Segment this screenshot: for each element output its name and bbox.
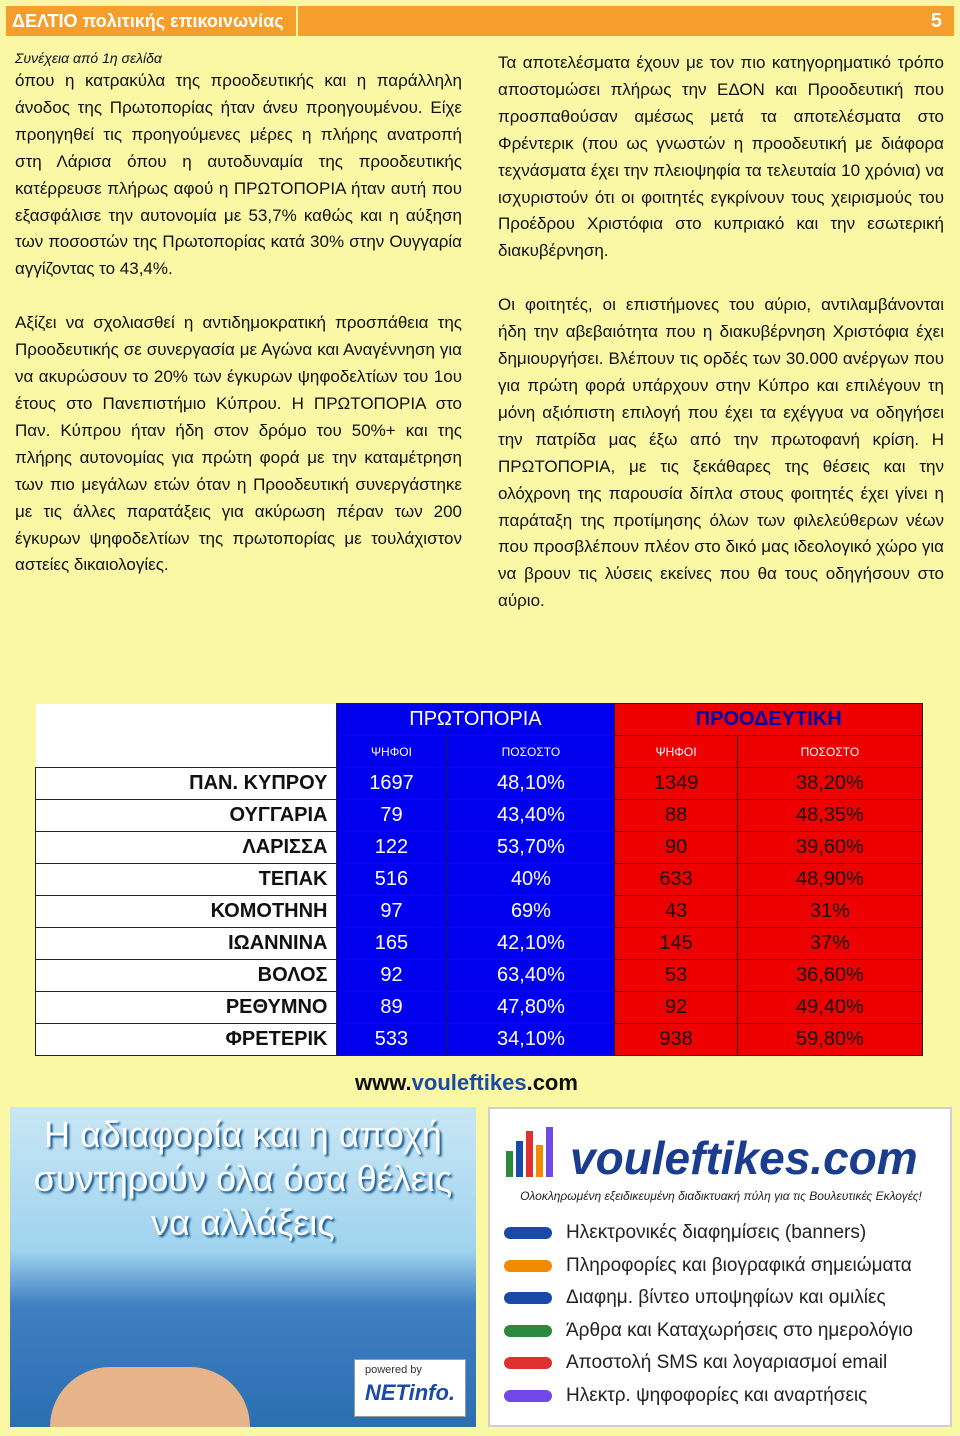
service-item <box>504 1380 913 1413</box>
location-cell: ΛΑΡΙΣΣΑ <box>36 832 337 864</box>
service-item <box>504 1217 913 1250</box>
corner-cell <box>36 704 337 736</box>
proodeftiki-percent: 59,80% <box>737 1024 922 1056</box>
col-header-percent: ΠΟΣΟΣΤΟ <box>447 736 615 768</box>
protoporia-percent: 40% <box>447 864 615 896</box>
proodeftiki-percent: 37% <box>737 928 922 960</box>
proodeftiki-percent: 48,90% <box>737 864 922 896</box>
proodeftiki-votes: 92 <box>615 992 737 1024</box>
protoporia-percent: 43,40% <box>447 800 615 832</box>
location-cell: ΚΟΜΟΤΗΝΗ <box>36 896 337 928</box>
website-url[interactable]: www.vouleftikes.com <box>355 1070 578 1095</box>
location-cell: ΙΩΑΝΝΙΝΑ <box>36 928 337 960</box>
table-row <box>36 832 923 864</box>
continued-note: Συνέχεια από 1η σελίδα <box>15 50 162 66</box>
service-item <box>504 1250 913 1283</box>
location-cell: ΤΕΠΑΚ <box>36 864 337 896</box>
location-cell: ΡΕΘΥΜΝΟ <box>36 992 337 1024</box>
paragraph: Οι φοιτητές, οι επιστήμονες του αύριο, αντιλαμβάνονται ήδη την αβεβαιότητα που η διακυβέρνηση Χριστόφια έχει δημιουργήσει. Βλέπουν τις ορδές των 30.000 ανέργων που για πρώτη φορά υπάρχουν στην Κύπρο και επιλέγουν τη μόνη αξιόπιστη επιλογή που έχει τα εχέγγυα να οδηγήσει την πατρίδα μας έξω από την πρωτοφανή κρίση. Η ΠΡΩΤΟΠΟΡΙΑ, με τις ξεκάθαρες της θέσεις και την ολόχρονη της παρουσία δίπλα στους φοιτητές έχει γίνει η παράταξη της προτίμησης όλων των φιλελεύθερων νέων που προσβλέπουν πλέον στο δικό μας ιδεολογικό χώρο για να βρουν τις λύσεις εκείνες που θα τους οδηγήσουν στο αύριο. <box>498 295 944 611</box>
location-cell: ΠΑΝ. ΚΥΠΡΟΥ <box>36 768 337 800</box>
protoporia-percent: 69% <box>447 896 615 928</box>
proodeftiki-percent: 36,60% <box>737 960 922 992</box>
col-header-votes: ΨΗΦΟΙ <box>336 736 447 768</box>
corner-cell <box>36 736 337 768</box>
proodeftiki-percent: 49,40% <box>737 992 922 1024</box>
header-bar <box>298 6 954 36</box>
service-item <box>504 1282 913 1315</box>
group-header-proodeftiki: ΠΡΟΟΔΕΥΤΙΚΗ <box>615 704 923 736</box>
proodeftiki-votes: 53 <box>615 960 737 992</box>
protoporia-votes: 122 <box>336 832 447 864</box>
proodeftiki-votes: 90 <box>615 832 737 864</box>
col-header-percent: ΠΟΣΟΣΤΟ <box>737 736 922 768</box>
service-label: Αποστολή SMS και λογαριασμοί email <box>566 1352 888 1373</box>
protoporia-percent: 63,40% <box>447 960 615 992</box>
page-number: 5 <box>930 10 942 32</box>
feet-image <box>50 1367 250 1427</box>
proodeftiki-percent: 31% <box>737 896 922 928</box>
table-row <box>36 896 923 928</box>
vouleftikes-logo: vouleftikes.com <box>570 1132 918 1184</box>
cable-icon <box>504 1227 552 1239</box>
proodeftiki-percent: 48,35% <box>737 800 922 832</box>
cable-icon <box>504 1390 552 1402</box>
protoporia-percent: 34,10% <box>447 1024 615 1056</box>
table-row <box>36 928 923 960</box>
abstention-ad-banner[interactable] <box>10 1107 476 1427</box>
protoporia-percent: 47,80% <box>447 992 615 1024</box>
table-row <box>36 1024 923 1056</box>
proodeftiki-votes: 145 <box>615 928 737 960</box>
cable-icon <box>504 1357 552 1369</box>
proodeftiki-percent: 38,20% <box>737 768 922 800</box>
proodeftiki-percent: 39,60% <box>737 832 922 864</box>
proodeftiki-votes: 43 <box>615 896 737 928</box>
service-item <box>504 1315 913 1348</box>
table-row <box>36 768 923 800</box>
service-label: Ηλεκτρονικές διαφημίσεις (banners) <box>566 1222 867 1243</box>
protoporia-votes: 1697 <box>336 768 447 800</box>
page-header <box>0 0 960 42</box>
paragraph: όπου η κατρακύλα της προοδευτικής και η παράλληλη άνοδος της Πρωτοπορίας ήταν άνευ προηγουμένου. Είχε προηγηθεί τις προηγούμενες μέρες η πλήρης ανατροπή στη Λάρισα όπου η αυτοδυναμία της προοδευτικής κατέρρευσε πλήρως αφού η ΠΡΩΤΟΠΟΡΙΑ ήταν αυτή που εξασφάλισε την αυτονομία με 53,7% καθώς και η αύξηση των ποσοστών της Πρωτοπορίας κατά 30% στην Ουγγαρία αγγίζοντας το 43,4%. <box>15 71 462 279</box>
powered-by-badge: powered by NETinfo. <box>354 1359 466 1417</box>
protoporia-percent: 42,10% <box>447 928 615 960</box>
services-list <box>504 1217 913 1412</box>
cable-icon <box>504 1292 552 1304</box>
protoporia-votes: 516 <box>336 864 447 896</box>
cable-icon <box>504 1260 552 1272</box>
service-label: Πληροφορίες και βιογραφικά σημειώματα <box>566 1254 912 1276</box>
protoporia-votes: 97 <box>336 896 447 928</box>
col-header-votes: ΨΗΦΟΙ <box>615 736 737 768</box>
service-item <box>504 1347 913 1380</box>
group-header-protoporia: ΠΡΩΤΟΠΟΡΙΑ <box>336 704 615 736</box>
proodeftiki-votes: 938 <box>615 1024 737 1056</box>
protoporia-votes: 79 <box>336 800 447 832</box>
ad-slogan: Η αδιαφορία και η αποχή συντηρούν όλα όσα θέλεις να αλλάξεις <box>33 1114 453 1243</box>
protoporia-votes: 165 <box>336 928 447 960</box>
protoporia-percent: 48,10% <box>447 768 615 800</box>
protoporia-percent: 53,70% <box>447 832 615 864</box>
vouleftikes-ad-banner[interactable] <box>488 1107 952 1427</box>
service-label: Διαφημ. βίντεο υποψηφίων και ομιλίες <box>566 1287 886 1308</box>
paragraph: Αξίζει να σχολιασθεί η αντιδημοκρατική προσπάθεια της Προοδευτικής σε συνεργασία με Αγώνα και Αναγέννηση για να ακυρώσουν το 20% των έγκυρων ψηφοδελτίων του 1ου έτους στο Πανεπιστήμιο Κύπρου. Η ΠΡΩΤΟΠΟΡΙΑ στο Παν. Κύπρου ήταν ήδη στον δρόμο του 50%+ και της πλήρης αυτονομίας για πρώτη φορά με την καταμέτρηση των πιο μεγάλων ετών όταν η Προοδευτική συνεργάστηκε με τις άλλες παρατάξεις για ακύρωση πέραν των 200 έγκυρων ψηφοδελτίων της πρωτοπορίας με τουλάχιστον αστείες δικαιολογίες. <box>15 313 462 575</box>
service-label: Άρθρα και Καταχωρήσεις στο ημερολόγιο <box>566 1319 913 1341</box>
protoporia-votes: 92 <box>336 960 447 992</box>
location-cell: ΦΡΕΤΕΡΙΚ <box>36 1024 337 1056</box>
right-column <box>498 50 944 642</box>
service-label: Ηλεκτρ. ψηφοφορίες και αναρτήσεις <box>566 1384 868 1406</box>
left-column <box>15 48 462 606</box>
paragraph: Τα αποτελέσματα έχουν με τον πιο κατηγορηματικό τρόπο αποστομώσει πλήρως την ΕΔΟΝ και Προοδευτική που προσπαθούσαν αμέσως μετά τα αποτελέσματα στο Φρέντερικ (που ως γνωστών η προοδευτική με διάφορα τεχνάσματα έχει την πλειοψηφία τα τελευταία 10 χρόνια) να ισχυριστούν ότι οι φοιτητές εγκρίνουν τους χειρισμούς του Προέδρου Χριστόφια στο κυπριακό και την εσωτερική διακυβέρνηση. <box>498 53 944 261</box>
table-row <box>36 960 923 992</box>
protoporia-votes: 89 <box>336 992 447 1024</box>
location-cell: ΟΥΓΓΑΡΙΑ <box>36 800 337 832</box>
location-cell: ΒΟΛΟΣ <box>36 960 337 992</box>
table-row <box>36 800 923 832</box>
ad-tagline: Ολοκληρωμένη εξειδικευμένη διαδικτυακή πύλη για τις Βουλευτικές Εκλογές! <box>520 1189 922 1203</box>
table-row <box>36 864 923 896</box>
table-row <box>36 992 923 1024</box>
proodeftiki-votes: 633 <box>615 864 737 896</box>
bulletin-title: ΔΕΛΤΙΟ πολιτικής επικοινωνίας <box>6 6 296 36</box>
chart-logo-icon <box>502 1121 562 1181</box>
protoporia-votes: 533 <box>336 1024 447 1056</box>
cable-icon <box>504 1325 552 1337</box>
proodeftiki-votes: 88 <box>615 800 737 832</box>
results-table <box>35 703 923 1056</box>
proodeftiki-votes: 1349 <box>615 768 737 800</box>
